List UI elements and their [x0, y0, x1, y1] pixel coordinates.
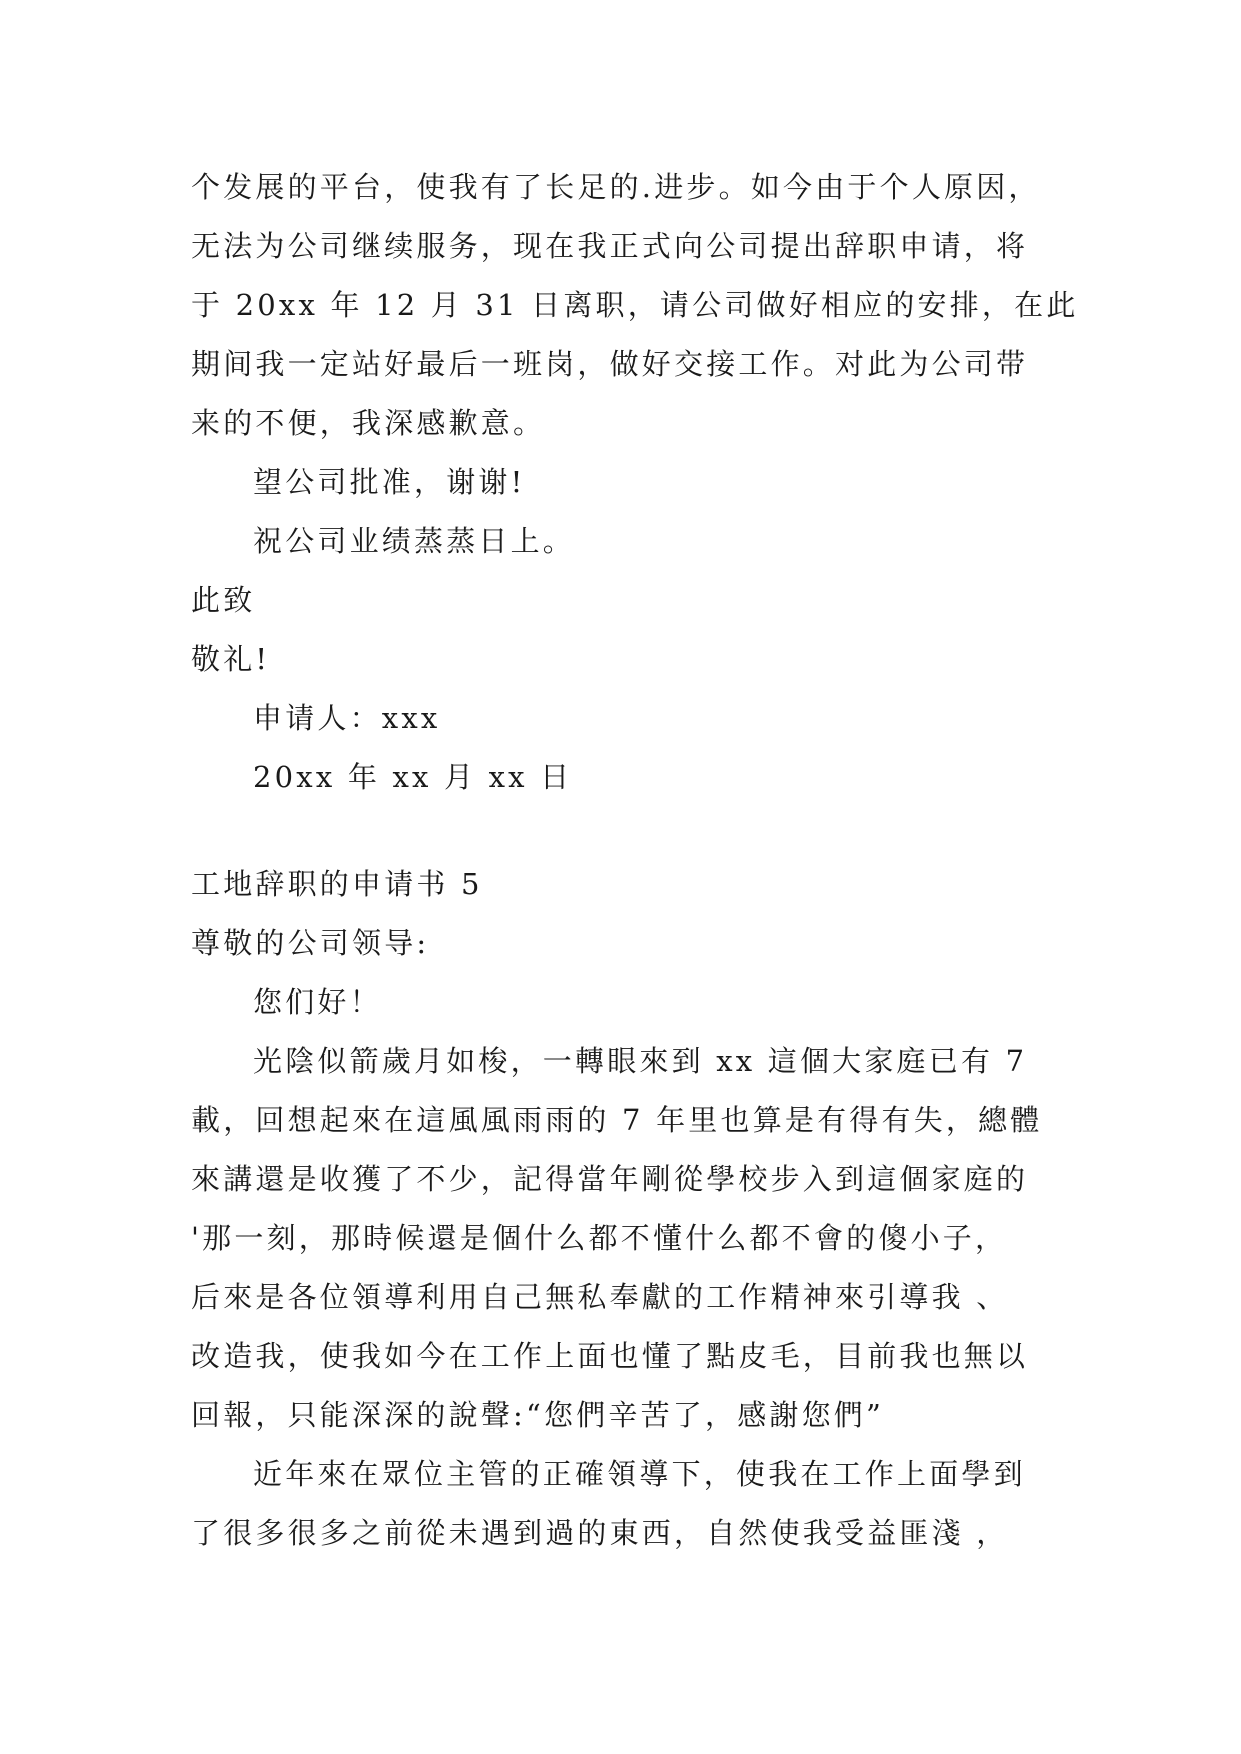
paragraph2-line-1: 近年來在眾位主管的正確領導下，使我在工作上面學到: [253, 1457, 1026, 1491]
paragraph1-line-2: 載，回想起來在這風風雨雨的 7 年里也算是有得有失，總體: [191, 1103, 1043, 1137]
body-line-4: 期间我一定站好最后一班岗，做好交接工作。对此为公司带: [191, 347, 1029, 381]
paragraph1-line-6: 改造我，使我如今在工作上面也懂了點皮毛，目前我也無以: [191, 1339, 1029, 1373]
paragraph1-line-3: 來講還是收獲了不少，記得當年剛從學校步入到這個家庭的: [191, 1162, 1029, 1196]
section-title: 工地辞职的申请书 5: [191, 867, 483, 901]
applicant-line: 申请人：xxx: [253, 701, 441, 735]
approval-line: 望公司批准，谢谢!: [253, 465, 526, 499]
paragraph1-line-1: 光陰似箭歲月如梭，一轉眼來到 xx 這個大家庭已有 7: [253, 1044, 1028, 1078]
greeting: 您们好！: [253, 985, 382, 1019]
salutation: 尊敬的公司领导:: [191, 926, 430, 960]
body-line-3: 于 20xx 年 12 月 31 日离职，请公司做好相应的安排，在此: [191, 288, 1079, 322]
paragraph1-line-4: '那一刻，那時候還是個什么都不懂什么都不會的傻小子，: [191, 1221, 1008, 1255]
body-line-1: 个发展的平台，使我有了长足的.进步。如今由于个人原因，: [191, 170, 1041, 204]
paragraph1-line-7: 回報，只能深深的說聲:“您們辛苦了，感謝您們”: [191, 1398, 885, 1432]
body-line-5: 来的不便，我深感歉意。: [191, 406, 546, 440]
paragraph1-line-5: 后來是各位領導利用自己無私奉獻的工作精神來引導我 、: [191, 1280, 1009, 1314]
closing-salute-1: 此致: [191, 583, 256, 617]
body-line-2: 无法为公司继续服务，现在我正式向公司提出辞职申请，将: [191, 229, 1029, 263]
wish-line: 祝公司业绩蒸蒸日上。: [253, 524, 576, 558]
paragraph2-line-2: 了很多很多之前從未遇到過的東西，自然使我受益匪淺 ，: [191, 1516, 1009, 1550]
closing-salute-2: 敬礼!: [191, 642, 271, 676]
date-line: 20xx 年 xx 月 xx 日: [253, 760, 573, 794]
